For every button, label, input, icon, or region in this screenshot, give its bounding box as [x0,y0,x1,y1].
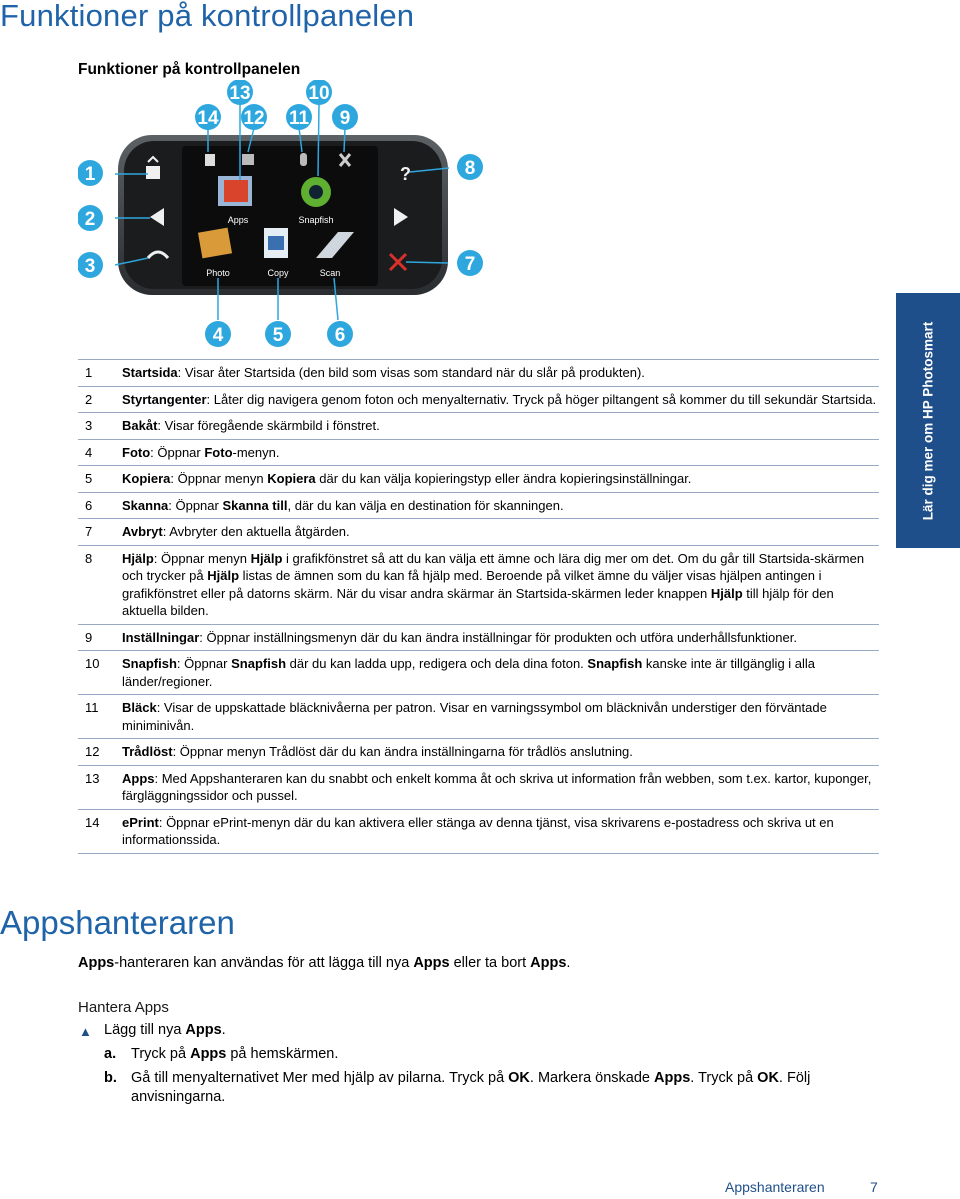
callout-6 [327,321,353,347]
svg-text:7: 7 [464,254,476,275]
feature-description: Styrtangenter: Låter dig navigera genom foton och menyalternativ. Tryck på höger piltangent så kommer du till sekundär Startsida. [122,386,879,413]
svg-text:14: 14 [197,108,219,129]
callout-9 [332,104,358,130]
help-icon: ? [400,164,411,184]
svg-text:13: 13 [229,83,251,104]
callout-4 [205,321,231,347]
svg-text:2: 2 [84,209,96,230]
callout-1 [78,160,103,186]
apps-section-title: Appshanteraren [0,904,235,941]
callout-12 [241,104,267,130]
feature-row [78,519,879,546]
feature-description: Trådlöst: Öppnar menyn Trådlöst där du kan ändra inställningarna för trådlös anslutning. [122,739,879,766]
feature-description: Startsida: Visar åter Startsida (den bild som visas som standard när du slår på produkten). [122,360,879,387]
step-bullet-icon: ▲ [79,1024,92,1039]
feature-description: Snapfish: Öppnar Snapfish där du kan ladda upp, redigera och dela dina foton. Snapfish kanske inte är tillgänglig i alla länder/regioner. [122,651,879,695]
feature-row [78,695,879,739]
feature-row [78,413,879,440]
svg-text:4: 4 [212,325,224,346]
svg-text:1: 1 [84,164,96,185]
feature-row [78,466,879,493]
feature-row [78,624,879,651]
wireless-icon [242,154,254,165]
footer-page-number: 7 [870,1179,878,1195]
feature-description: Skanna: Öppnar Skanna till, där du kan välja en destination för skanningen. [122,492,879,519]
snapfish-label: Snapfish [298,215,334,225]
control-panel-figure [78,80,498,352]
feature-number: 6 [78,492,122,519]
section-subtitle: Funktioner på kontrollpanelen [78,61,301,78]
feature-row [78,492,879,519]
feature-description: Foto: Öppnar Foto-menyn. [122,439,879,466]
svg-text:5: 5 [272,325,284,346]
feature-row [78,545,879,624]
callout-11 [286,104,312,130]
feature-row [78,809,879,853]
callout-7 [457,250,483,276]
feature-number: 14 [78,809,122,853]
page-title: Funktioner på kontrollpanelen [0,0,415,33]
feature-description: Inställningar: Öppnar inställningsmenyn där du kan ändra inställningar för produkten och utföra underhållsfunktioner. [122,624,879,651]
svg-text:12: 12 [243,108,265,129]
copy-tile [264,228,289,278]
copy-label: Copy [267,268,289,278]
apps-label: Apps [227,215,249,225]
feature-description: Bläck: Visar de uppskattade bläcknivåerna per patron. Visar en varningssymbol om bläcknivån understiger den förväntade miniminivån. [122,695,879,739]
feature-number: 12 [78,739,122,766]
feature-number: 11 [78,695,122,739]
feature-number: 2 [78,386,122,413]
feature-row [78,386,879,413]
ink-icon [300,153,307,166]
callout-10 [306,80,332,105]
substep-a-marker: a. [104,1046,117,1062]
feature-number: 4 [78,439,122,466]
feature-row [78,360,879,387]
manage-apps-heading: Hantera Apps [78,999,169,1016]
chapter-side-tab [896,293,960,548]
callout-3 [78,252,103,278]
feature-number: 8 [78,545,122,624]
callout-5 [265,321,291,347]
substep-b: Gå till menyalternativet Mer med hjälp av pilarna. Tryck på OK. Markera önskade Apps. Tryck på OK. Följ anvisningarna. [131,1070,811,1105]
side-tab-label: Lär dig mer om HP Photosmart [920,321,936,520]
feature-number: 5 [78,466,122,493]
step-main: Lägg till nya Apps. [104,1022,226,1038]
svg-text:6: 6 [334,325,346,346]
feature-description: Hjälp: Öppnar menyn Hjälp i grafikfönstret så att du kan välja ett ämne och lära dig mer om det. Om du går till Startsida-skärmen och trycker på Hjälp listas de ämnen som du kan få hjälp med. Beroende på vilket ämne du väljer visas hjälpen antingen i grafikfönstret eller på datorns skärm. När du visar andra skärmar än Startsida-skärmen leder knappen Hjälp till hjälp för den aktuella bilden. [122,545,879,624]
callout-2 [78,205,103,231]
svg-text:3: 3 [84,256,96,277]
apps-intro: Apps-hanteraren kan användas för att lägga till nya Apps eller ta bort Apps. [78,955,571,971]
feature-description: Bakåt: Visar föregående skärmbild i fönstret. [122,413,879,440]
feature-number: 1 [78,360,122,387]
svg-text:10: 10 [308,83,330,104]
feature-row [78,651,879,695]
svg-text:9: 9 [339,108,351,129]
photo-label: Photo [206,268,230,278]
feature-row [78,739,879,766]
feature-number: 9 [78,624,122,651]
substep-b-marker: b. [104,1070,117,1086]
scan-label: Scan [319,268,341,278]
footer-section-name: Appshanteraren [725,1179,825,1195]
feature-number: 3 [78,413,122,440]
substep-a: Tryck på Apps på hemskärmen. [131,1046,339,1062]
feature-number: 10 [78,651,122,695]
panel-screen [182,146,378,286]
feature-number: 7 [78,519,122,546]
home-button-icon [146,166,160,179]
callout-13 [227,80,253,105]
svg-text:8: 8 [464,158,476,179]
feature-description: Avbryt: Avbryter den aktuella åtgärden. [122,519,879,546]
feature-row [78,765,879,809]
eprint-icon [205,154,215,166]
features-table [78,359,879,854]
feature-description: ePrint: Öppnar ePrint-menyn där du kan aktivera eller stänga av denna tjänst, visa skrivarens e-postadress och skriva ut en informationssida. [122,809,879,853]
callout-14 [195,104,221,130]
svg-text:11: 11 [288,108,310,129]
feature-description: Apps: Med Appshanteraren kan du snabbt och enkelt komma åt och skriva ut information från webben, som t.ex. kartor, kuponger, färgläggningssidor och pussel. [122,765,879,809]
feature-row [78,439,879,466]
feature-number: 13 [78,765,122,809]
callout-8 [457,154,483,180]
feature-description: Kopiera: Öppnar menyn Kopiera där du kan välja kopieringstyp eller ändra kopieringsinställningar. [122,466,879,493]
